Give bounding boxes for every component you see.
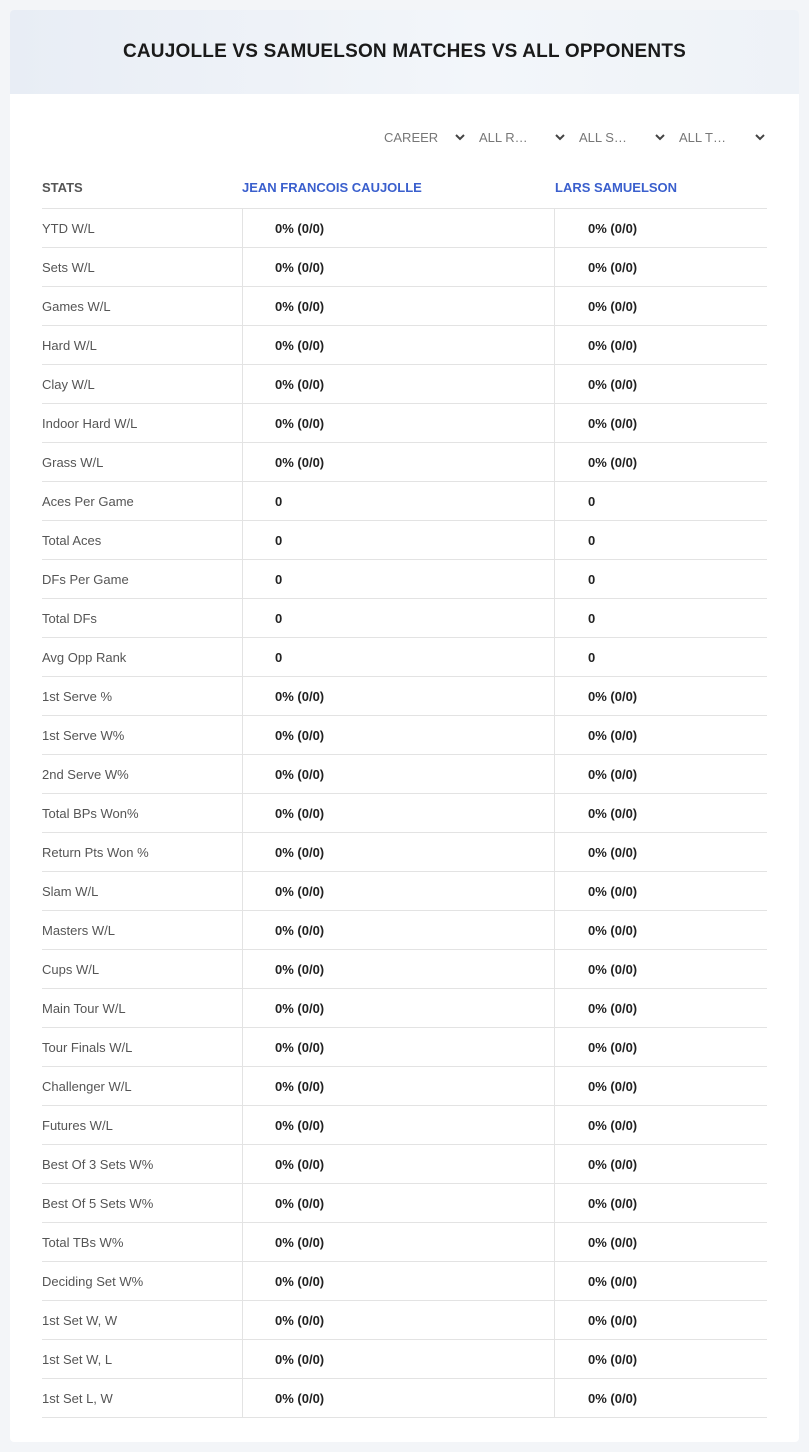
- table-row: [42, 286, 767, 325]
- player2-value: 0% (0/0): [554, 365, 767, 403]
- table-row: [42, 1183, 767, 1222]
- player2-value: 0% (0/0): [554, 755, 767, 793]
- player2-value: 0% (0/0): [554, 1223, 767, 1261]
- player2-value: 0% (0/0): [554, 443, 767, 481]
- player1-value: 0% (0/0): [242, 677, 554, 715]
- table-row: [42, 559, 767, 598]
- player2-value: 0% (0/0): [554, 1379, 767, 1417]
- player2-value: 0% (0/0): [554, 404, 767, 442]
- table-row: [42, 442, 767, 481]
- player2-value: 0% (0/0): [554, 1067, 767, 1105]
- player1-value: 0% (0/0): [242, 1184, 554, 1222]
- player1-value: 0% (0/0): [242, 1067, 554, 1105]
- filter-surface-label: ALL S…: [579, 129, 627, 145]
- table-row: [42, 988, 767, 1027]
- player1-value: 0% (0/0): [242, 443, 554, 481]
- player1-value: 0% (0/0): [242, 404, 554, 442]
- player1-value: 0% (0/0): [242, 1106, 554, 1144]
- table-body: [42, 208, 767, 1418]
- stats-card: [10, 10, 799, 1442]
- player1-value: 0: [242, 521, 554, 559]
- player1-value: 0% (0/0): [242, 872, 554, 910]
- player1-value: 0% (0/0): [242, 950, 554, 988]
- page-title: CAUJOLLE VS SAMUELSON MATCHES VS ALL OPPONENTS: [122, 41, 687, 62]
- stat-label: Total Aces: [42, 533, 102, 548]
- stat-label: 1st Serve %: [42, 689, 113, 704]
- stat-label: Sets W/L: [42, 260, 95, 275]
- player2-value: 0% (0/0): [554, 326, 767, 364]
- player1-value: 0% (0/0): [242, 1340, 554, 1378]
- player1-value: 0% (0/0): [242, 755, 554, 793]
- table-row: [42, 247, 767, 286]
- table-row: [42, 910, 767, 949]
- stat-label: Hard W/L: [42, 338, 97, 353]
- player1-value: 0% (0/0): [242, 794, 554, 832]
- filter-round-label: ALL R…: [479, 129, 528, 145]
- player2-value: 0% (0/0): [554, 1301, 767, 1339]
- table-row: [42, 325, 767, 364]
- table-row: [42, 637, 767, 676]
- filter-tournament-label: ALL T…: [679, 129, 726, 145]
- stat-label: Masters W/L: [42, 923, 115, 938]
- filter-surface-select[interactable]: [579, 126, 666, 148]
- player1-value: 0% (0/0): [242, 209, 554, 247]
- table-row: [42, 1261, 767, 1300]
- player2-value: 0% (0/0): [554, 833, 767, 871]
- player2-value: 0% (0/0): [554, 1262, 767, 1300]
- stat-label: 1st Set L, W: [42, 1391, 113, 1406]
- player2-value: 0% (0/0): [554, 1184, 767, 1222]
- player2-value: 0% (0/0): [554, 1340, 767, 1378]
- stat-label: Futures W/L: [42, 1118, 113, 1133]
- stat-label: Challenger W/L: [42, 1079, 132, 1094]
- table-row: [42, 871, 767, 910]
- table-row: [42, 481, 767, 520]
- stat-label: Deciding Set W%: [42, 1274, 144, 1289]
- stat-label: Avg Opp Rank: [42, 650, 127, 665]
- table-row: [42, 676, 767, 715]
- stat-label: Games W/L: [42, 299, 111, 314]
- chevron-down-icon: [454, 129, 466, 145]
- stat-label: Return Pts Won %: [42, 845, 149, 860]
- filter-period-select[interactable]: [384, 126, 466, 148]
- table-row: [42, 1300, 767, 1339]
- player1-value: 0% (0/0): [242, 365, 554, 403]
- table-row: [42, 949, 767, 988]
- filter-round-select[interactable]: [479, 126, 566, 148]
- player1-value: 0: [242, 638, 554, 676]
- chevron-down-icon: [754, 129, 766, 145]
- stat-label: Main Tour W/L: [42, 1001, 126, 1016]
- table-row: [42, 1105, 767, 1144]
- stat-label: YTD W/L: [42, 221, 95, 236]
- player2-value: 0% (0/0): [554, 950, 767, 988]
- stat-label: Best Of 5 Sets W%: [42, 1196, 154, 1211]
- stat-label: Best Of 3 Sets W%: [42, 1157, 154, 1172]
- stat-label: Clay W/L: [42, 377, 95, 392]
- player2-value: 0% (0/0): [554, 911, 767, 949]
- stat-label: DFs Per Game: [42, 572, 129, 587]
- stat-label: 1st Serve W%: [42, 728, 125, 743]
- stat-label: Total DFs: [42, 611, 97, 626]
- player2-value: 0: [554, 638, 767, 676]
- player1-value: 0% (0/0): [242, 1262, 554, 1300]
- player1-value: 0% (0/0): [242, 833, 554, 871]
- player1-value: 0: [242, 560, 554, 598]
- player2-value: 0% (0/0): [554, 989, 767, 1027]
- column-header-player2-link[interactable]: LARS SAMUELSON: [555, 180, 678, 195]
- player2-value: 0% (0/0): [554, 1106, 767, 1144]
- filter-period-label: CAREER: [384, 129, 439, 145]
- column-header-player1-link[interactable]: JEAN FRANCOIS CAUJOLLE: [242, 180, 422, 195]
- stat-label: Tour Finals W/L: [42, 1040, 133, 1055]
- table-header: [42, 160, 767, 208]
- stat-label: 1st Set W, W: [42, 1313, 118, 1328]
- stat-label: 1st Set W, L: [42, 1352, 113, 1367]
- table-row: [42, 832, 767, 871]
- player2-value: 0% (0/0): [554, 872, 767, 910]
- stat-label: Grass W/L: [42, 455, 104, 470]
- player1-value: 0% (0/0): [242, 989, 554, 1027]
- page-header: [10, 10, 799, 94]
- column-header-stats: STATS: [42, 180, 83, 195]
- table-row: [42, 1066, 767, 1105]
- table-row: [42, 208, 767, 247]
- player2-value: 0% (0/0): [554, 209, 767, 247]
- stat-label: Total TBs W%: [42, 1235, 124, 1250]
- table-row: [42, 403, 767, 442]
- player1-value: 0% (0/0): [242, 287, 554, 325]
- player1-value: 0: [242, 599, 554, 637]
- table-row: [42, 520, 767, 559]
- table-row: [42, 598, 767, 637]
- filter-bar: [10, 126, 799, 148]
- stat-label: Indoor Hard W/L: [42, 416, 138, 431]
- player1-value: 0% (0/0): [242, 1223, 554, 1261]
- stat-label: Cups W/L: [42, 962, 100, 977]
- stats-table: [42, 160, 767, 1418]
- stat-label: 2nd Serve W%: [42, 767, 129, 782]
- player2-value: 0% (0/0): [554, 677, 767, 715]
- table-row: [42, 754, 767, 793]
- player1-value: 0: [242, 482, 554, 520]
- table-row: [42, 715, 767, 754]
- player2-value: 0: [554, 599, 767, 637]
- table-row: [42, 1378, 767, 1418]
- player1-value: 0% (0/0): [242, 1028, 554, 1066]
- player2-value: 0% (0/0): [554, 287, 767, 325]
- stat-label: Total BPs Won%: [42, 806, 139, 821]
- table-row: [42, 1144, 767, 1183]
- stat-label: Slam W/L: [42, 884, 99, 899]
- player2-value: 0% (0/0): [554, 1028, 767, 1066]
- chevron-down-icon: [554, 129, 566, 145]
- player2-value: 0: [554, 482, 767, 520]
- table-row: [42, 1222, 767, 1261]
- player2-value: 0% (0/0): [554, 1145, 767, 1183]
- chevron-down-icon: [654, 129, 666, 145]
- player2-value: 0: [554, 560, 767, 598]
- table-row: [42, 364, 767, 403]
- table-row: [42, 1027, 767, 1066]
- player2-value: 0% (0/0): [554, 716, 767, 754]
- player1-value: 0% (0/0): [242, 326, 554, 364]
- player1-value: 0% (0/0): [242, 716, 554, 754]
- player1-value: 0% (0/0): [242, 1145, 554, 1183]
- player2-value: 0% (0/0): [554, 248, 767, 286]
- player1-value: 0% (0/0): [242, 1301, 554, 1339]
- player2-value: 0: [554, 521, 767, 559]
- player1-value: 0% (0/0): [242, 248, 554, 286]
- filter-tournament-select[interactable]: [679, 126, 766, 148]
- player1-value: 0% (0/0): [242, 911, 554, 949]
- player1-value: 0% (0/0): [242, 1379, 554, 1417]
- table-row: [42, 793, 767, 832]
- player2-value: 0% (0/0): [554, 794, 767, 832]
- table-row: [42, 1339, 767, 1378]
- stat-label: Aces Per Game: [42, 494, 134, 509]
